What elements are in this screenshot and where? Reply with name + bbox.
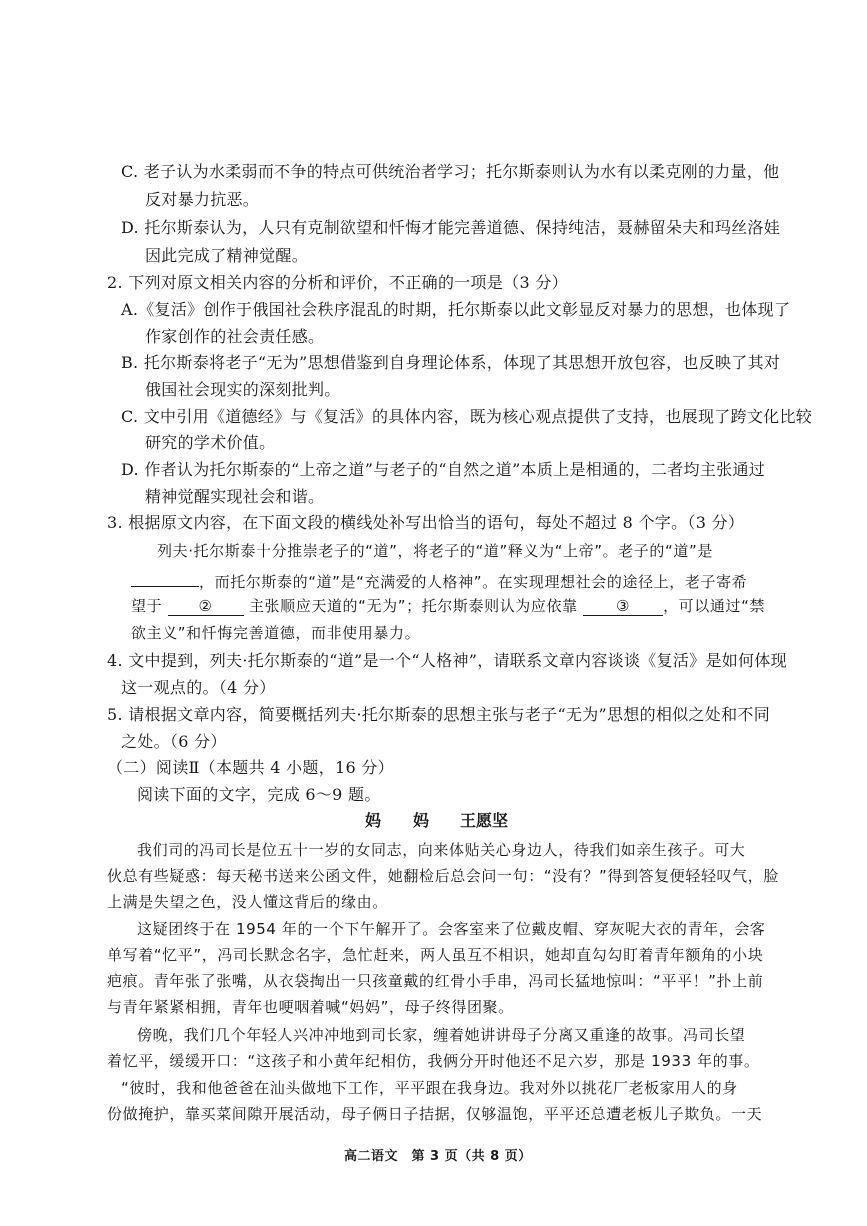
q2-option-d-line2: 精神觉醒实现社会和谐。: [145, 487, 325, 506]
story-p3-line2: 着忆平，缓缓开口：“这孩子和小黄年纪相仿，我俩分开时他还不足六岁，那是 1933 年的事。: [107, 1052, 760, 1070]
q5-line2: 之处。（6 分）: [121, 732, 227, 751]
story-p4-line1: “彼时，我和他爸爸在汕头做地下工作，平平跟在我身边。我对外以挑花厂老板家用人的身: [121, 1079, 738, 1097]
q3-blank-2[interactable]: ②: [168, 597, 244, 616]
q1-option-c-line1: C. 老子认为水柔弱而不争的特点可供统治者学习；托尔斯泰则认为水有以柔克刚的力量，他: [121, 162, 780, 181]
q3-passage-line3: [131, 595, 765, 617]
q5-line1: 5. 请根据文章内容，简要概括列夫·托尔斯泰的思想主张与老子“无为”思想的相似之处和不同: [107, 705, 770, 724]
q3-blank-1[interactable]: [131, 568, 199, 587]
q2-option-a-line2: 作家创作的社会责任感。: [145, 327, 325, 346]
q3-passage-line2: [131, 568, 747, 593]
q1-option-d-line1: D. 托尔斯泰认为，人只有克制欲望和忏悔才能完善道德、保持纯洁，聂赫留朵夫和玛丝洛娃: [121, 218, 781, 237]
q4-line1: 4. 文中提到，列夫·托尔斯泰的“道”是一个“人格神”，请联系文章内容谈谈《复活》是如何体现: [107, 651, 787, 670]
q2-option-c-line1: C. 文中引用《道德经》与《复活》的具体内容，既为核心观点提供了支持，也展现了跨文化比较: [121, 407, 813, 426]
q2-option-a-line1: A.《复活》创作于俄国社会秩序混乱的时期，托尔斯泰以此文彰显反对暴力的思想，也体现了: [121, 300, 791, 319]
page-footer: 高二语文 第 3 页（共 8 页）: [344, 1149, 532, 1164]
q2-option-b-line2: 俄国社会现实的深刻批判。: [145, 380, 341, 399]
q2-stem: 2. 下列对原文相关内容的分析和评价，不正确的一项是（3 分）: [107, 273, 568, 292]
q4-line2: 这一观点的。（4 分）: [121, 678, 276, 697]
q3-passage-line3-end: ，可以通过“禁: [663, 597, 766, 615]
q3-stem: 3. 根据原文内容，在下面文段的横线处补写出恰当的语句，每处不超过 8 个字。（3 分）: [107, 513, 745, 532]
q3-passage-line4: 欲主义”和忏悔完善道德，而非使用暴力。: [131, 624, 421, 642]
q1-option-d-line2: 因此完成了精神觉醒。: [145, 246, 309, 265]
q3-blank-3[interactable]: ③: [583, 597, 663, 616]
q3-passage-line1: 列夫·托尔斯泰十分推崇老子的“道”，将老子的“道”释义为“上帝”。老子的“道”是: [157, 542, 713, 560]
q1-option-c-line2: 反对暴力抗恶。: [145, 190, 260, 209]
story-p3-line1: 傍晚，我们几个年轻人兴冲冲地到司长家，缠着她讲讲母子分离又重逢的故事。冯司长望: [137, 1026, 746, 1044]
story-p1-line3: 上满是失望之色，没人懂这背后的缘由。: [107, 893, 388, 911]
q3-passage-line3-start: 望于: [131, 597, 163, 615]
q3-passage-line3-mid: 主张顺应天道的“无为”；托尔斯泰则认为应依靠: [248, 597, 578, 615]
section-2-heading: （二）阅读Ⅱ（本题共 4 小题，16 分）: [107, 758, 394, 777]
story-p4-line2: 份做掩护，靠买菜间隙开展活动，母子俩日子拮据，仅够温饱，平平还总遭老板儿子欺负。一天: [107, 1105, 763, 1123]
q2-option-b-line1: B. 托尔斯泰将老子“无为”思想借鉴到自身理论体系，体现了其思想开放包容，也反映了其对: [121, 353, 781, 372]
story-title: 妈 妈: [365, 811, 430, 830]
q2-option-c-line2: 研究的学术价值。: [145, 433, 276, 452]
story-p1-line2: 伙总有些疑惑：每天秘书送来公函文件，她翻检后总会问一句：“没有？”得到答复便轻轻叹气，脸: [107, 867, 779, 885]
section-2-instruction: 阅读下面的文字，完成 6～9 题。: [137, 785, 381, 804]
story-author: 王愿坚: [460, 811, 509, 830]
q3-passage-line2-text: ，而托尔斯泰的“道”是“充满爱的人格神”。在实现理想社会的途径上，老子寄希: [199, 573, 748, 591]
q2-option-d-line1: D. 作者认为托尔斯泰的“上帝之道”与老子的“自然之道”本质上是相通的，二者均主张通过: [121, 460, 766, 479]
story-p1-line1: 我们司的冯司长是位五十一岁的女同志，向来体贴关心身边人，待我们如亲生孩子。可大: [137, 841, 746, 859]
story-p2-line1: 这疑团终于在 1954 年的一个下午解开了。会客室来了位戴皮帽、穿灰呢大衣的青年，会客: [137, 920, 766, 938]
story-p2-line2: 单写着“忆平”，冯司长默念名字，急忙赶来，两人虽互不相识，她却直勾勾盯着青年额角的小块: [107, 946, 764, 964]
story-p2-line4: 与青年紧紧相拥，青年也哽咽着喊“妈妈”，母子终得团聚。: [107, 998, 514, 1016]
story-p2-line3: 疤痕。青年张了张嘴，从衣袋掏出一只孩童戴的红骨小手串，冯司长猛地惊叫：“平平！”扑上前: [107, 972, 764, 990]
